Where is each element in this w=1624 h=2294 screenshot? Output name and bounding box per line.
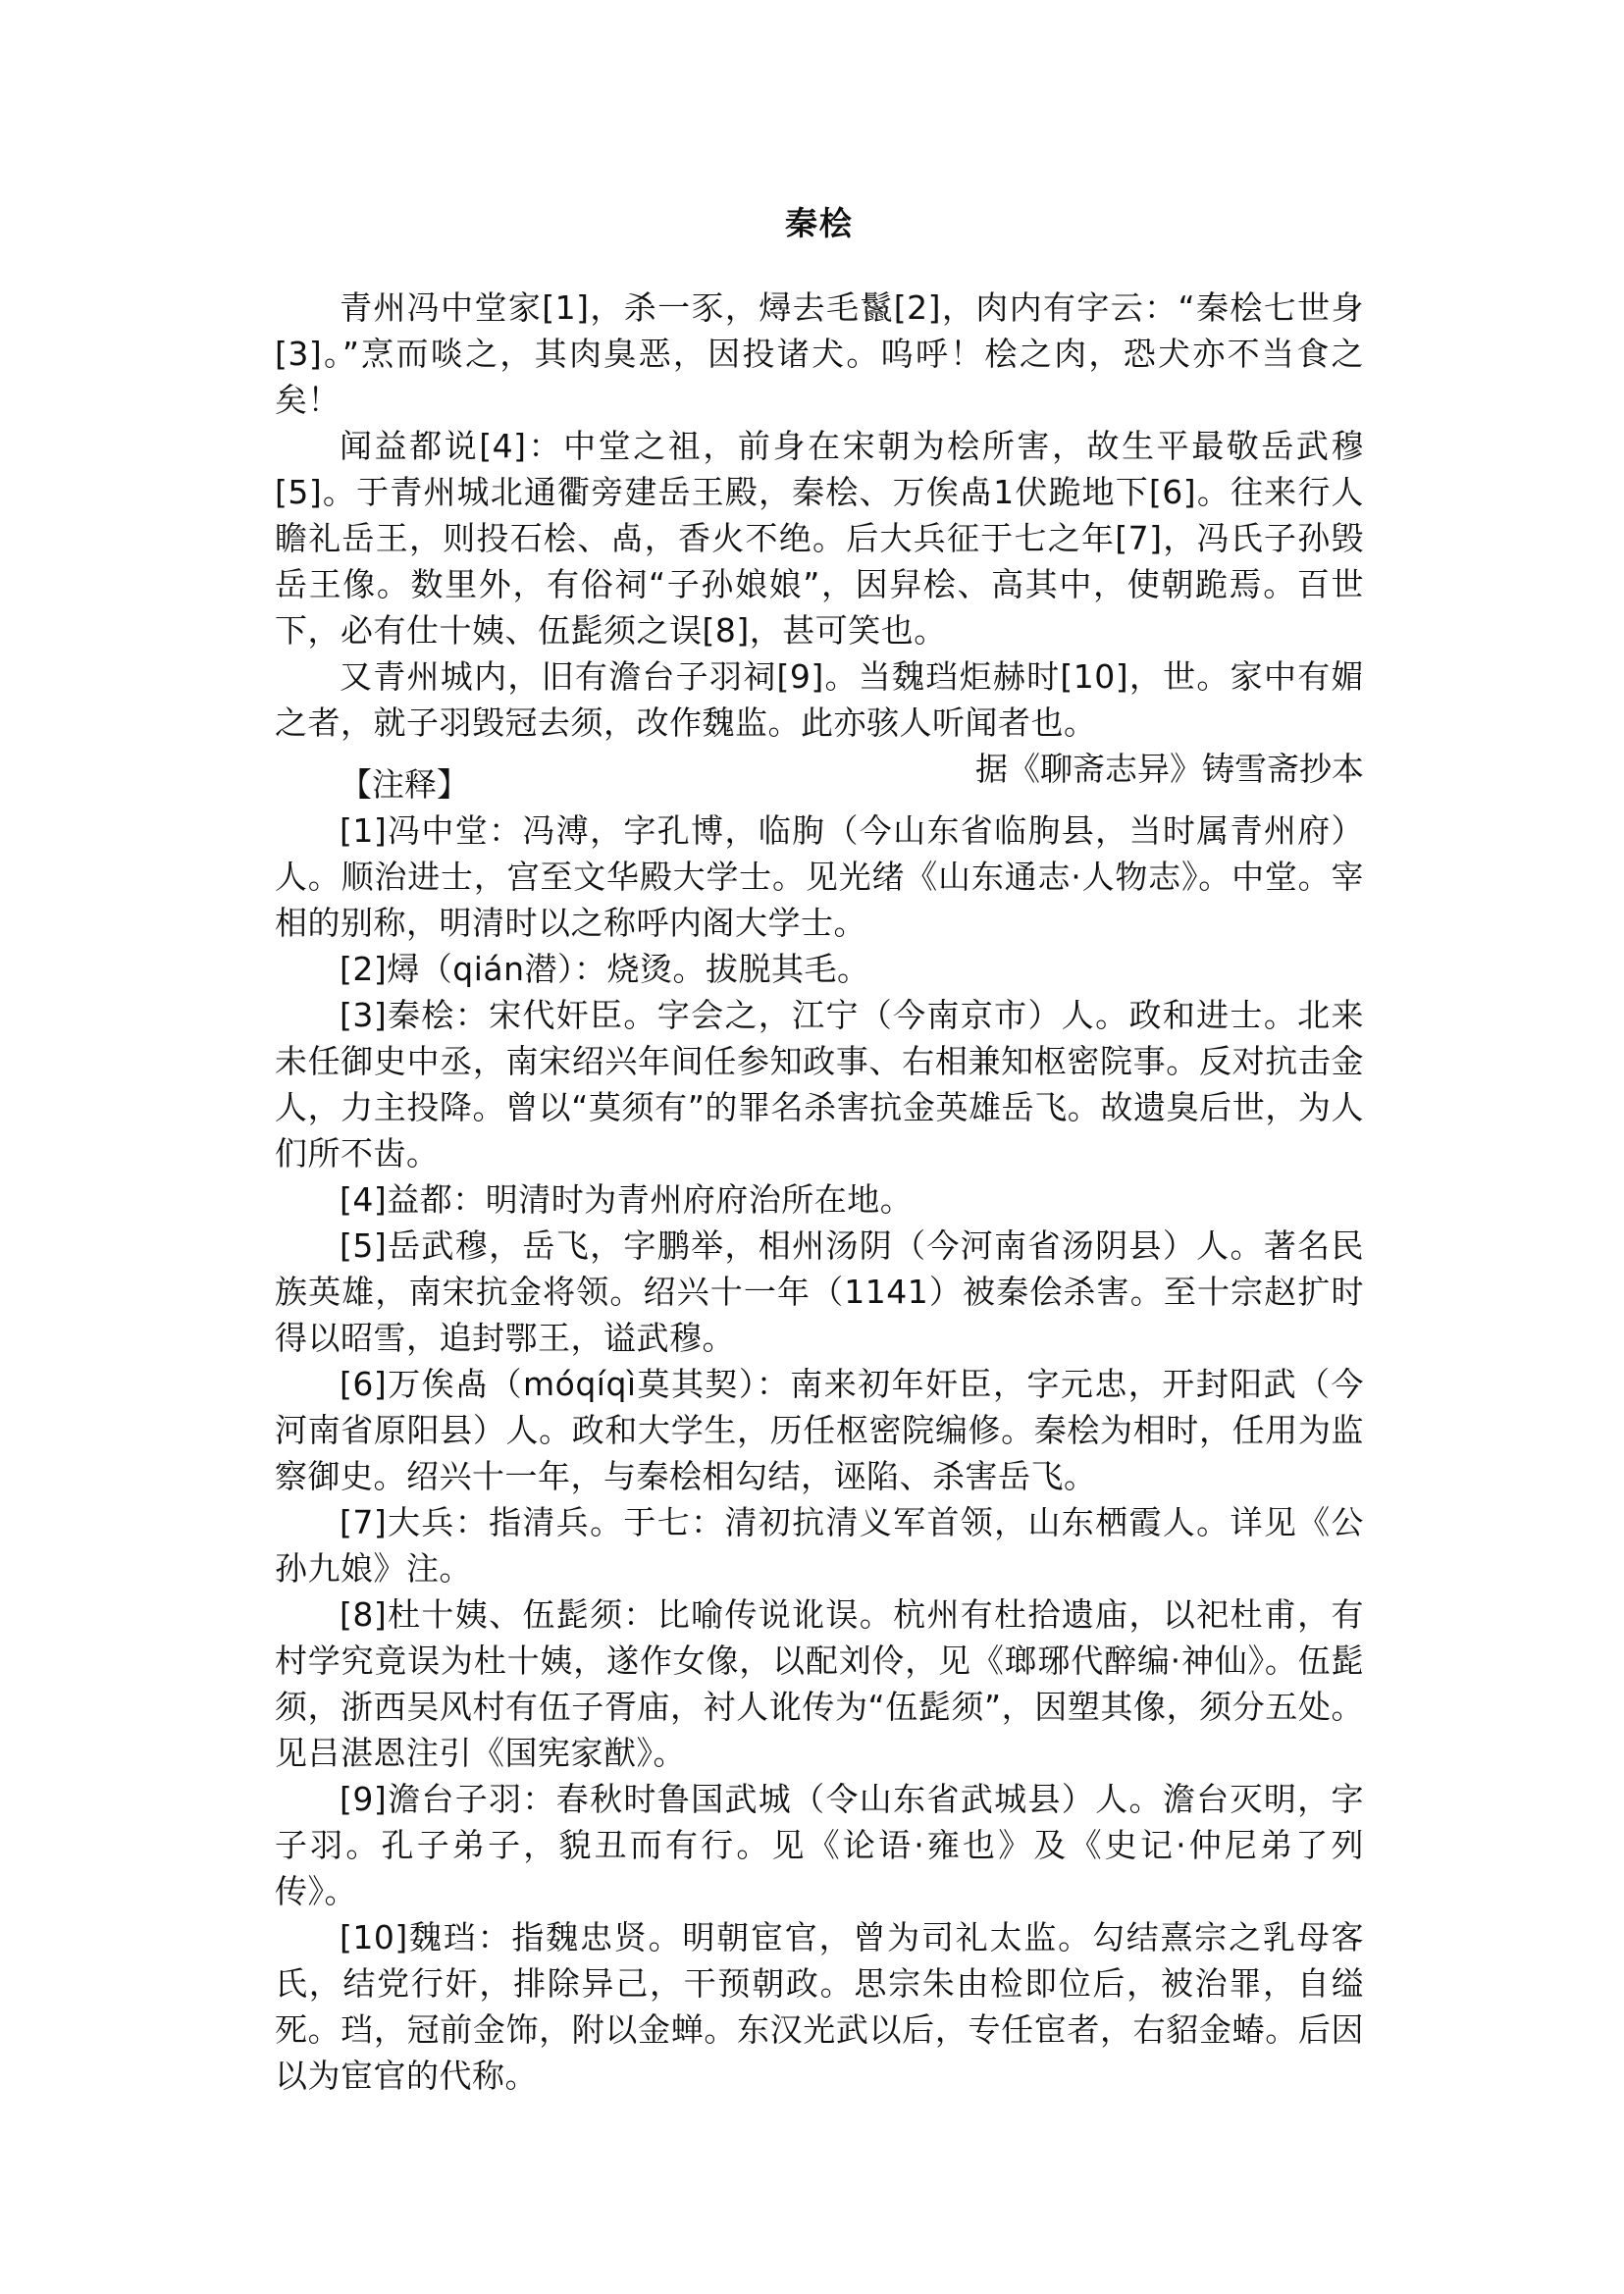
story-paragraph-2: 闻益都说[4]：中堂之祖，前身在宋朝为桧所害，故生平最敬岳武穆[5]。于青州城北通衢旁建岳王殿，秦桧、万俟卨1伏跪地下[6]。往来行人瞻礼岳王，则投石桧、卨，香火不绝。后大兵征于七之年[7]，冯氏子孙毁岳王像。数里外，有俗祠“子孙娘娘”，因舁桧、高其中，使朝跪焉。百世下，必有仕十姨、伍髭须之误[8]，甚可笑也。	[275, 427, 1364, 650]
page-title: 秦桧	[785, 204, 854, 242]
annotations-section	[275, 761, 1364, 2099]
note-1: [1]冯中堂：冯溥，字孔博，临朐（今山东省临朐县，当时属青州府）人。顺治进士，宫至文华殿大学士。见光绪《山东通志·人物志》。中堂。宰相的别称，明清时以之称呼内阁大学士。	[275, 811, 1364, 942]
note-7: [7]大兵：指清兵。于七：清初抗清义军首领，山东栖霞人。详见《公孙九娘》注。	[275, 1503, 1364, 1588]
source-citation: 据《聊斋志异》铸雪斋抄本	[975, 750, 1364, 788]
note-8: [8]杜十姨、伍髭须：比喻传说讹误。杭州有杜拾遗庙，以祀杜甫，有村学究竟误为杜十姨，遂作女像，以配刘伶，见《瑯琊代醉编·神仙》。伍髭须，浙西吴风村有伍子胥庙，衬人讹传为“伍髭须”，因塑其像，须分五处。见吕湛恩注引《国宪家猷》。	[275, 1595, 1364, 1772]
note-6: [6]万俟卨（móqíqì莫其契）：南来初年奸臣，字元忠，开封阳武（今河南省原阳县）人。政和大学生，历任枢密院编修。秦桧为相时，任用为监察御史。绍兴十一年，与秦桧相勾结，诬陷、杀害岳飞。	[275, 1365, 1364, 1495]
note-4: [4]益都：明清时为青州府府治所在地。	[340, 1180, 914, 1219]
note-9: [9]澹台子羽：春秋时鲁国武城（令山东省武城县）人。澹台灭明，字子羽。孔子弟子，貌丑而有行。见《论语·雍也》及《史记·仲尼弟了列传》。	[275, 1780, 1364, 1910]
note-3: [3]秦桧：宋代奸臣。字会之，江宁（今南京市）人。政和进士。北来未任御史中丞，南宋绍兴年间任参知政事、右相兼知枢密院事。反对抗击金人，力主投降。曾以“莫须有”的罪名杀害抗金英雄岳飞。故遗臭后世，为人们所不齿。	[275, 996, 1364, 1173]
annotations-heading: 【注释】	[340, 765, 469, 804]
story-paragraph-3: 又青州城内，旧有澹台子羽祠[9]。当魏珰炬赫时[10]，世。家中有媚之者，就子羽毁冠去须，改作魏监。此亦骇人听闻者也。	[275, 657, 1364, 742]
note-10: [10]魏珰：指魏忠贤。明朝宦官，曾为司礼太监。勾结熹宗之乳母客氏，结党行奸，排除异己，干预朝政。思宗朱由检即位后，被治罪，自缢死。珰，冠前金饰，附以金蝉。东汉光武以后，专任宦者，右貂金蝽。后因以为宦官的代称。	[275, 1918, 1364, 2095]
note-2: [2]燖（qián潜）：烧烫。拔脱其毛。	[340, 950, 870, 988]
note-5: [5]岳武穆，岳飞，字鹏举，相州汤阴（今河南省汤阴县）人。著名民族英雄，南宋抗金将领。绍兴十一年（1141）被秦侩杀害。至十宗赵扩时得以昭雪，追封鄂王，谥武穆。	[275, 1226, 1364, 1357]
story-paragraph-1: 青州冯中堂家[1]，杀一豕，燖去毛鬣[2]，肉内有字云：“秦桧七世身[3]。”烹而啖之，其肉臭恶，因投诸犬。呜呼！桧之肉，恐犬亦不当食之矣！	[275, 288, 1364, 419]
story-body	[275, 285, 1364, 792]
